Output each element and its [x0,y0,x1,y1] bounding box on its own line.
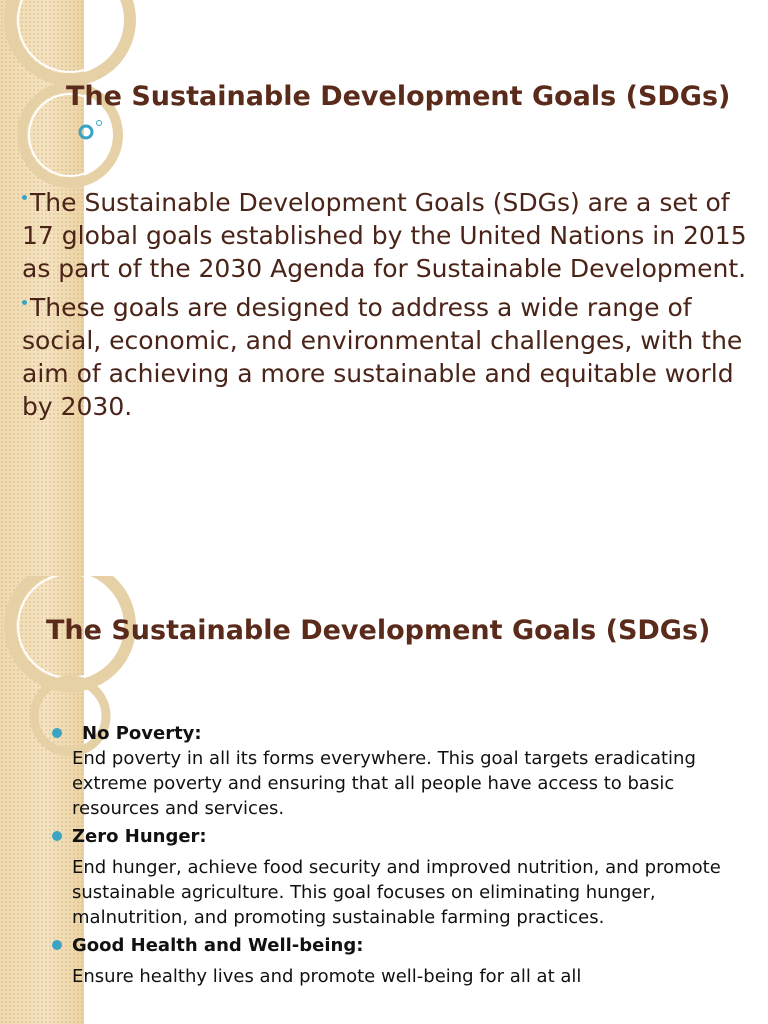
bullet-icon [22,195,27,200]
goal-description: End poverty in all its forms everywhere. This goal targets eradicating extreme poverty and ensuring that all people have access to basic resources and services. [72,748,696,819]
slide-title: The Sustainable Development Goals (SDGs) [46,615,711,646]
goal-title: Zero Hunger: [72,826,207,847]
bullet-paragraph: The Sustainable Development Goals (SDGs) are a set of 17 global goals established by the United Nations in 2015 as part of the 2030 Agenda for Sustainable Development. [22,188,747,283]
goals-list [52,722,752,993]
list-item [52,825,752,930]
list-item [52,722,752,821]
goal-title: Good Health and Well-being: [72,935,364,956]
slide-body [22,186,752,429]
ring-accent-icon [74,120,104,140]
slide-2 [0,576,768,1024]
list-item [52,934,752,989]
goal-title: No Poverty: [82,723,202,744]
bullet-icon [52,728,62,738]
goal-description: Ensure healthy lives and promote well-being for all at all [72,966,582,987]
bullet-icon [22,300,27,305]
bullet-icon [52,831,62,841]
goal-description: End hunger, achieve food security and improved nutrition, and promote sustainable agriculture. This goal focuses on eliminating hunger, malnutrition, and promoting sustainable farming practices. [72,857,721,928]
bullet-paragraph: These goals are designed to address a wide range of social, economic, and environmental challenges, with the aim of achieving a more sustainable and equitable world by 2030. [22,293,743,421]
slide-title: The Sustainable Development Goals (SDGs) [66,81,731,112]
bullet-icon [52,940,62,950]
